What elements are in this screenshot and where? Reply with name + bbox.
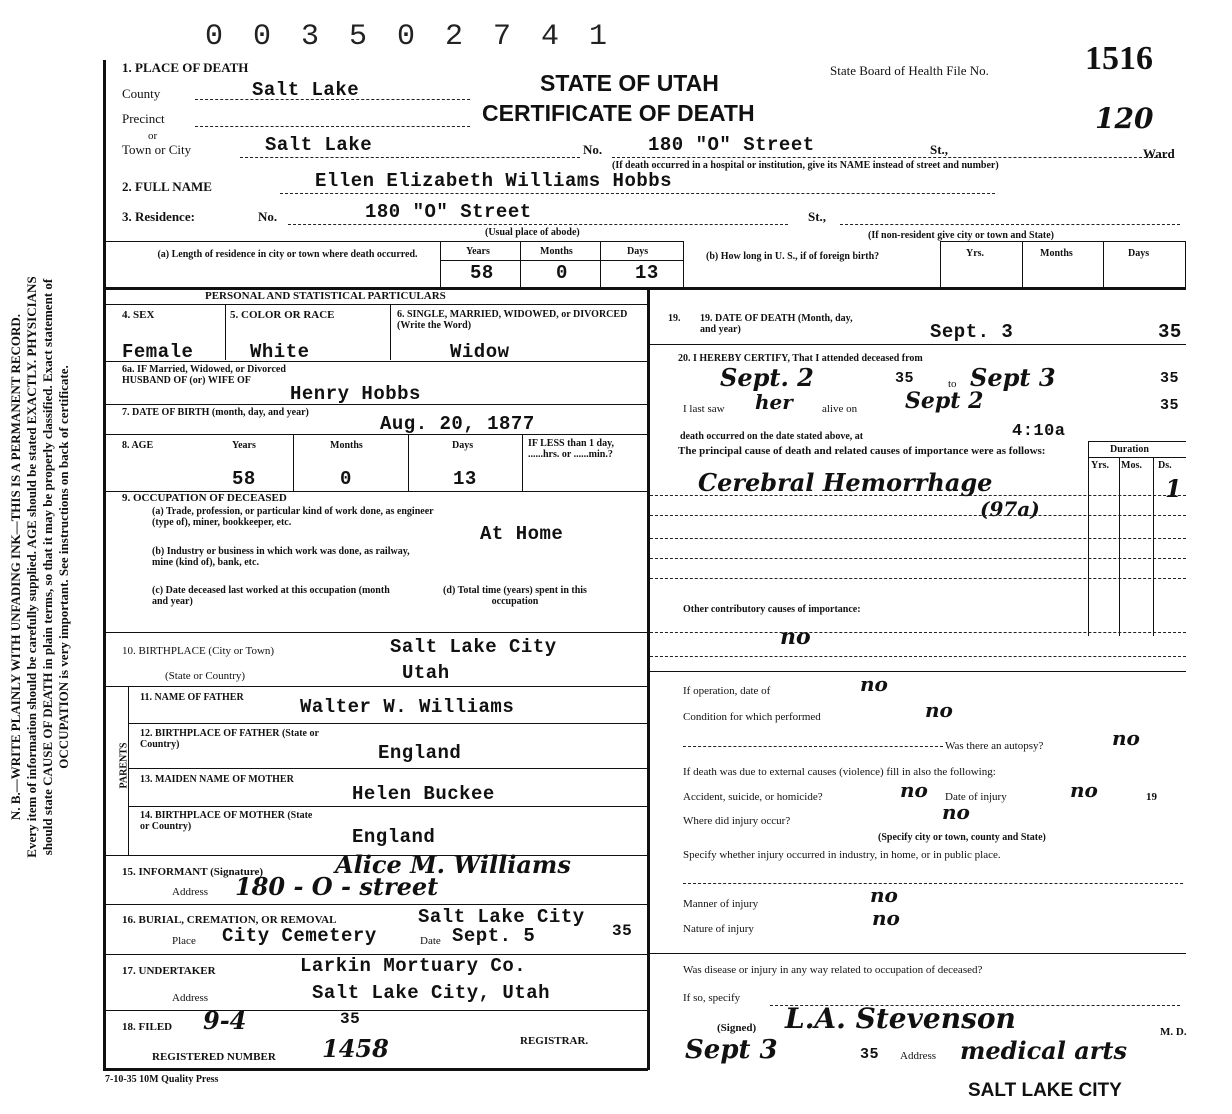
res-years-hdr: Years [466,246,490,257]
physician-signature: L.A. Stevenson [785,1002,1016,1035]
cause-line-3 [650,538,1186,539]
res-days-hdr: Days [627,246,649,257]
occupation-d-label: (d) Total time (years) spent in this occupation [443,585,587,607]
autopsy-label: Was there an autopsy? [945,740,1044,752]
where-value: no [942,800,970,824]
contributory-value: no [780,624,811,650]
where-label: Where did injury occur? [683,815,791,827]
age-days-hdr: Days [452,440,474,451]
burial-place-label: Place [172,935,196,947]
condition-label: Condition for which performed [683,711,821,723]
spouse-row-line [103,404,648,405]
street-no-label: No. [583,142,603,157]
informant-label: 15. INFORMANT (Signature) [122,866,264,878]
dod-label: 19. DATE OF DEATH (Month, day, and year) [700,313,853,335]
ward-label: Ward [1143,146,1175,161]
res-months-hdr: Months [540,246,573,257]
residence-no-label: No. [258,209,278,224]
or-label: or [148,130,158,142]
contributory-line-2 [650,656,1186,657]
age-col-1 [293,434,294,491]
filed-year: 35 [340,1010,361,1028]
signed-label: (Signed) [717,1022,757,1034]
sidebar-instructions [8,67,72,1067]
sex-value: Female [122,341,194,363]
frame-left [103,60,106,1070]
father-row-line [128,723,648,724]
residence-st-label: St., [808,209,827,224]
external-label: If death was due to external causes (violence) fill in also the following: [683,766,996,778]
cause-line-5 [650,578,1186,579]
mother-value: Helen Buckee [352,783,495,805]
sidebar-line-2: Every item of information should be carefully supplied. AGE should be stated EXACTLY. PHYSICIANS [24,276,39,858]
nonresident-note: (If non-resident give city or town and State) [868,230,1055,241]
dur-ds-hdr: Ds. [1158,460,1172,471]
to-label: to [948,378,957,390]
physician-address: medical arts [960,1036,1127,1065]
manner-value: no [870,883,898,907]
registered-number: 1458 [322,1034,389,1063]
sex-row-line [103,361,648,362]
ward-note: 120 [1095,102,1154,135]
personal-heading: PERSONAL AND STATISTICAL PARTICULARS [205,290,446,302]
street-value: 180 "O" Street [648,134,815,156]
where-note: (Specify city or town, county and State) [878,832,1046,843]
dod-value: Sept. 3 [930,321,1014,343]
autopsy-line [683,746,943,747]
dur-col-3 [1153,457,1154,636]
marital-label: 6. SINGLE, MARRIED, WIDOWED, or DIVORCED (Write the Word) [397,309,628,331]
specify-label: If so, specify [683,992,741,1004]
town-line [240,157,580,158]
age-days: 13 [453,468,477,490]
mother-row-line [128,806,648,807]
dur-yrs-hdr: Yrs. [1091,460,1110,471]
precinct-line [195,126,470,127]
state-country-label: (State or Country) [165,670,246,682]
res-months: 0 [556,262,568,284]
usual-abode-note: (Usual place of abode) [485,227,580,238]
father-bp-row-line [128,768,648,769]
color-col [390,304,391,360]
county-value: Salt Lake [252,79,360,101]
sidebar-line-4: OCCUPATION is very important. See instructions on back of certificate. [56,365,71,769]
res-hdr-line [440,260,683,261]
street-line [612,157,1172,158]
death-time: 4:10a [1012,422,1066,441]
contributory-row-line [648,671,1186,672]
dur-mos-hdr: Mos. [1121,460,1142,471]
burial-year: 35 [612,922,633,940]
file-number: 1516 [1085,40,1153,77]
cause-label: The principal cause of death and related causes of importance were as follows: [678,445,1046,457]
md-label: M. D. [1160,1026,1187,1038]
res-col-4 [683,241,684,287]
dob-value: Aug. 20, 1877 [380,413,535,435]
occupation-a-label: (a) Trade, profession, or particular kind of work done, as engineer (type of), miner, bookkeeper, etc. [152,506,434,528]
serial-number: 0 0 3 5 0 2 7 4 1 [205,20,614,54]
manner-label: Manner of injury [683,898,759,910]
place-of-death-heading: 1. PLACE OF DEATH [122,60,249,75]
parents-label: PARENTS [118,742,130,789]
res-col-3 [600,241,601,287]
mother-label: 13. MAIDEN NAME OF MOTHER [140,774,294,785]
res-years: 58 [470,262,494,284]
dur-col-2 [1119,457,1120,636]
town-value: Salt Lake [265,134,373,156]
occupation-value: At Home [480,523,564,545]
last-saw-year: 35 [1160,397,1180,414]
last-saw-label: I last saw [683,403,725,415]
father-value: Walter W. Williams [300,696,515,718]
physician-address-label: Address [900,1050,937,1062]
injury-date-label: Date of injury [945,791,1007,803]
birthplace-row-line [103,686,648,687]
contributory-label: Other contributory causes of importance: [683,604,861,615]
undertaker-address: Salt Lake City, Utah [312,982,551,1004]
dod-year: 35 [1158,321,1182,343]
father-bp-value: England [378,742,462,764]
certify-label: 20. I HEREBY CERTIFY, That I attended deceased from [678,353,923,364]
us-col-2 [1022,241,1023,287]
age-months: 0 [340,468,352,490]
nature-label: Nature of injury [683,923,754,935]
residence-label: 3. Residence: [122,209,195,224]
frame-bottom [103,1068,648,1071]
spouse-label: 6a. IF Married, Widowed, or Divorced HUSBAND OF (or) WIFE OF [122,364,286,386]
duration-top [1088,441,1186,442]
registered-number-label: REGISTERED NUMBER [152,1051,276,1063]
age-years: 58 [232,468,256,490]
undertaker-value: Larkin Mortuary Co. [300,955,527,977]
mother-bp-label: 14. BIRTHPLACE OF MOTHER (State or Country) [140,810,313,832]
signed-date: Sept 3 [685,1035,778,1065]
burial-label: 16. BURIAL, CREMATION, OR REMOVAL [122,914,337,926]
spouse-value: Henry Hobbs [290,383,421,405]
county-line [195,99,470,100]
file-number-label: State Board of Health File No. [830,63,989,78]
marital-value: Widow [450,341,510,363]
birthplace-city: Salt Lake City [390,636,557,658]
autopsy-value: no [1112,726,1140,750]
informant-address: 180 - O - street [235,872,439,901]
injury-year: 19 [1146,791,1157,803]
last-saw-date: Sept 2 [905,388,984,414]
last-saw-who: her [755,390,793,414]
residence-line [288,224,788,225]
us-years-hdr: Yrs. [966,248,985,259]
informant-row-line [103,904,648,905]
residence-table-top [103,241,683,242]
certificate-title: CERTIFICATE OF DEATH [482,100,755,126]
footer-city: SALT LAKE CITY [968,1080,1122,1101]
occupation-related-label: Was disease or injury in any way related to occupation of deceased? [683,964,983,976]
registrar-label: REGISTRAR. [520,1035,589,1047]
us-months-hdr: Months [1040,248,1073,259]
sex-col [225,304,226,360]
res-days: 13 [635,262,659,284]
informant-signature: Alice M. Williams [335,850,571,879]
injury-date-value: no [1070,778,1098,802]
alive-on-label: alive on [822,403,858,415]
us-col-3 [1103,241,1104,287]
cause-code: (97a) [980,497,1040,521]
occupation-label: 9. OCCUPATION OF DECEASED [122,492,287,504]
burial-place: Salt Lake City [418,906,585,928]
full-name-value: Ellen Elizabeth Williams Hobbs [315,170,673,192]
full-name-line [280,193,995,194]
burial-date-label: Date [420,935,441,947]
st-label: St., [930,142,949,157]
us-col-1 [940,241,941,287]
birthplace-state: Utah [402,662,450,684]
operation-value: no [860,672,888,696]
industry-label: Specify whether injury occurred in industry, in home, or in public place. [683,849,1001,861]
full-name-label: 2. FULL NAME [122,179,212,194]
undertaker-row-line [103,1010,648,1011]
nature-value: no [872,906,900,930]
sidebar-line-1: N. B.—WRITE PLAINLY WITH UNFADING INK—THIS IS A PERMANENT RECORD. [8,313,23,821]
dod-label-num: 19. [668,313,681,324]
duration-label: Duration [1110,444,1149,455]
state-title: STATE OF UTAH [540,70,719,96]
color-value: White [250,341,310,363]
residence-st-line [840,224,1180,225]
accident-label: Accident, suicide, or homicide? [683,791,823,803]
attended-to: Sept 3 [970,363,1056,392]
undertaker-address-label: Address [172,992,209,1004]
contributory-line-1 [650,632,1186,633]
accident-value: no [900,778,928,802]
dod-row-line [648,344,1186,345]
industry-line [683,883,1183,884]
us-col-4 [1185,241,1186,287]
hospital-note: (If death occurred in a hospital or institution, give its NAME instead of street and number) [612,160,999,171]
age-label: 8. AGE [122,440,154,451]
age-col-2 [408,434,409,491]
attended-from: Sept. 2 [720,363,814,392]
duration-hdr-line [1088,457,1186,458]
precinct-label: Precinct [122,111,165,126]
print-code: 7-10-35 10M Quality Press [105,1074,219,1085]
occupation-b-label: (b) Industry or business in which work was done, as railway, mine (kind of), bank, etc. [152,546,410,568]
cemetery-value: City Cemetery [222,925,377,947]
cause-line-4 [650,558,1186,559]
length-residence-label: (a) Length of residence in city or town where death occurred. [157,249,418,260]
signed-year: 35 [860,1046,880,1063]
cause-line-1 [650,495,1186,496]
us-table-top [940,241,1185,242]
filed-value: 9-4 [203,1006,247,1035]
attended-from-year: 35 [895,370,915,387]
residence-value: 180 "O" Street [365,201,532,223]
cause-value: Cerebral Hemorrhage [698,468,993,497]
undertaker-label: 17. UNDERTAKER [122,965,216,977]
injury-row-line [648,953,1186,954]
occupation-c-label: (c) Date deceased last worked at this occupation (month and year) [152,585,390,607]
sidebar-line-3: should state CAUSE OF DEATH in plain terms, so that it may be properly classified. Exact statement of [40,278,55,856]
res-col-2 [520,241,521,287]
cause-line-2 [650,515,1186,516]
color-label: 5. COLOR OR RACE [230,309,335,321]
father-label: 11. NAME OF FATHER [140,692,244,703]
age-col-3 [522,434,523,491]
age-years-hdr: Years [232,440,256,451]
dob-row-line [103,434,648,435]
county-label: County [122,86,161,101]
sex-label: 4. SEX [122,309,155,321]
filed-label: 18. FILED [122,1021,173,1033]
condition-value: no [925,698,953,722]
informant-address-label: Address [172,886,209,898]
personal-heading-line [103,304,648,305]
attended-to-year: 35 [1160,370,1180,387]
mother-bp-value: England [352,826,436,848]
burial-date: Sept. 5 [452,925,536,947]
us-days-hdr: Days [1128,248,1150,259]
dob-label: 7. DATE OF BIRTH (month, day, and year) [122,407,309,418]
occupation-row-line [103,632,648,633]
res-col-1 [440,241,441,287]
age-months-hdr: Months [330,440,363,451]
operation-label: If operation, date of [683,685,771,697]
us-residence-label: (b) How long in U. S., if of foreign birth? [706,251,880,262]
death-time-label: death occurred on the date stated above, at [680,431,864,442]
birthplace-label: 10. BIRTHPLACE (City or Town) [122,645,275,657]
town-label: Town or City [122,142,192,157]
duration-days: 1 [1165,474,1182,503]
less-than-label: IF LESS than 1 day, ......hrs. or ......min.? [528,438,615,460]
father-bp-label: 12. BIRTHPLACE OF FATHER (State or Country) [140,728,319,750]
